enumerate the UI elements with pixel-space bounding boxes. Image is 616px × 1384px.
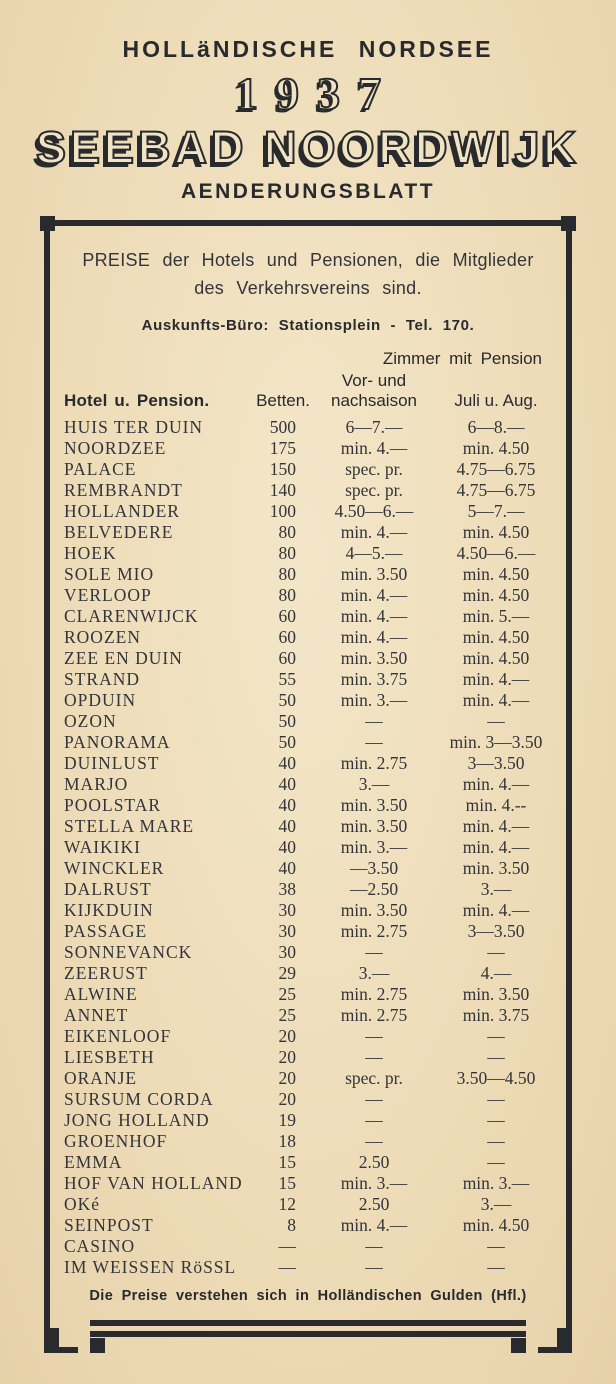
table-row bbox=[64, 1257, 556, 1278]
summer-price: — bbox=[487, 1110, 505, 1130]
beds-count: 38 bbox=[278, 879, 296, 899]
table-row bbox=[64, 1047, 556, 1068]
table-row bbox=[64, 480, 556, 501]
toe-ornament-right bbox=[538, 1347, 572, 1353]
summer-price: min. 4.50 bbox=[462, 564, 530, 584]
masthead bbox=[0, 36, 616, 204]
hotel-name: DALRUST bbox=[64, 879, 152, 899]
summer-price: min. 4.— bbox=[462, 837, 530, 857]
beds-count: 20 bbox=[278, 1047, 296, 1067]
hotel-name: LIESBETH bbox=[64, 1047, 155, 1067]
offseason-price: min. 2.75 bbox=[340, 1005, 408, 1025]
hotel-name: OZON bbox=[64, 711, 117, 731]
summer-price: min. 4.— bbox=[462, 669, 530, 689]
table-row bbox=[64, 438, 556, 459]
hotel-name: HOLLANDER bbox=[64, 501, 180, 521]
rule-bar-upper bbox=[90, 1320, 526, 1326]
hotel-name: SONNEVANCK bbox=[64, 942, 193, 962]
hotel-name: DUINLUST bbox=[64, 753, 160, 773]
hotel-name: PALACE bbox=[64, 459, 137, 479]
beds-count: 40 bbox=[278, 837, 296, 857]
hotel-name: ANNET bbox=[64, 1005, 129, 1025]
offseason-price: 4.50—6.— bbox=[334, 501, 414, 521]
hotel-name: BELVEDERE bbox=[64, 522, 174, 542]
hotel-name: EMMA bbox=[64, 1152, 123, 1172]
offseason-price: — bbox=[365, 1131, 383, 1151]
offseason-price: min. 3.50 bbox=[340, 648, 408, 668]
summer-price: 3—3.50 bbox=[467, 753, 525, 773]
year-heading: 1937 bbox=[235, 68, 399, 119]
beds-count: 40 bbox=[278, 816, 296, 836]
hotel-name: ZEERUST bbox=[64, 963, 148, 983]
offseason-price: 6—7.— bbox=[345, 417, 403, 437]
table-row bbox=[64, 1215, 556, 1236]
hotel-name: JONG HOLLAND bbox=[64, 1110, 210, 1130]
offseason-price: min. 3.50 bbox=[340, 816, 408, 836]
summer-price: min. 4.50 bbox=[462, 438, 530, 458]
offseason-price: min. 3.50 bbox=[340, 564, 408, 584]
offseason-price: 2.50 bbox=[358, 1152, 390, 1172]
hotel-name: SURSUM CORDA bbox=[64, 1089, 214, 1109]
offseason-price: min. 2.75 bbox=[340, 921, 408, 941]
table-row bbox=[64, 417, 556, 438]
corner-ornament-top-right bbox=[561, 216, 576, 231]
beds-count: 18 bbox=[278, 1131, 296, 1151]
offseason-price: — bbox=[365, 732, 383, 752]
hotel-name: OKé bbox=[64, 1194, 101, 1214]
beds-count: 140 bbox=[269, 480, 296, 500]
beds-count: 80 bbox=[278, 522, 296, 542]
hotel-name: MARJO bbox=[64, 774, 129, 794]
hotel-name: HUIS TER DUIN bbox=[64, 417, 204, 437]
summer-price: — bbox=[487, 1257, 505, 1277]
beds-count: 20 bbox=[278, 1068, 296, 1088]
summer-price: — bbox=[487, 1131, 505, 1151]
hotel-name: ALWINE bbox=[64, 984, 138, 1004]
table-row bbox=[64, 564, 556, 585]
region-heading: HOLLäNDISCHE NORDSEE bbox=[122, 36, 494, 62]
summer-price: min. 4.— bbox=[462, 690, 530, 710]
column-header-offseason bbox=[312, 371, 436, 411]
summer-price: 6—8.— bbox=[467, 417, 525, 437]
offseason-price: 3.— bbox=[358, 774, 390, 794]
table-row bbox=[64, 669, 556, 690]
beds-count: 20 bbox=[278, 1089, 296, 1109]
hotel-name: ROOZEN bbox=[64, 627, 141, 647]
offseason-price: 4—5.— bbox=[345, 543, 403, 563]
offseason-price: — bbox=[365, 1257, 383, 1277]
summer-price: 3—3.50 bbox=[467, 921, 525, 941]
beds-count: 29 bbox=[278, 963, 296, 983]
table-row bbox=[64, 1236, 556, 1257]
offseason-price: 3.— bbox=[358, 963, 390, 983]
table-row bbox=[64, 984, 556, 1005]
summer-price: — bbox=[487, 1089, 505, 1109]
beds-count: 60 bbox=[278, 648, 296, 668]
table-row bbox=[64, 900, 556, 921]
summer-price: — bbox=[487, 1152, 505, 1172]
table-row bbox=[64, 522, 556, 543]
table-row bbox=[64, 501, 556, 522]
toe-ornament-left bbox=[44, 1347, 78, 1353]
subtitle: AENDERUNGSBLATT bbox=[180, 180, 436, 203]
table-row bbox=[64, 1194, 556, 1215]
beds-count: 15 bbox=[278, 1152, 296, 1172]
beds-count: 40 bbox=[278, 774, 296, 794]
table-row bbox=[64, 711, 556, 732]
summer-price: min. 4.50 bbox=[462, 627, 530, 647]
hotel-name: HOF VAN HOLLAND bbox=[64, 1173, 243, 1193]
hotel-name: KIJKDUIN bbox=[64, 900, 154, 920]
hotel-name: WINCKLER bbox=[64, 858, 165, 878]
hotel-name: NOORDZEE bbox=[64, 438, 167, 458]
offseason-price: min. 4.— bbox=[340, 438, 408, 458]
beds-count: 30 bbox=[278, 921, 296, 941]
hotel-name: REMBRANDT bbox=[64, 480, 183, 500]
beds-count: 500 bbox=[269, 417, 296, 437]
table-row bbox=[64, 816, 556, 837]
summer-price: — bbox=[487, 711, 505, 731]
beds-count: 50 bbox=[278, 690, 296, 710]
column-header-beds: Betten. bbox=[256, 391, 310, 410]
hotel-name: CASINO bbox=[64, 1236, 136, 1256]
beds-count: 150 bbox=[269, 459, 296, 479]
summer-price: 3.50—4.50 bbox=[456, 1068, 536, 1088]
hotel-name: PASSAGE bbox=[64, 921, 148, 941]
table-row bbox=[64, 879, 556, 900]
beds-count: 25 bbox=[278, 1005, 296, 1025]
summer-price: min. 3.75 bbox=[462, 1005, 530, 1025]
beds-count: 15 bbox=[278, 1173, 296, 1193]
price-panel bbox=[44, 220, 572, 1353]
beds-count: 12 bbox=[278, 1194, 296, 1214]
offseason-price: — bbox=[365, 1026, 383, 1046]
beds-count: 60 bbox=[278, 627, 296, 647]
offseason-price: —3.50 bbox=[349, 858, 399, 878]
table-row bbox=[64, 1068, 556, 1089]
column-header-offseason-line2: nachsaison bbox=[330, 391, 417, 410]
beds-count: 50 bbox=[278, 711, 296, 731]
summer-price: — bbox=[487, 1047, 505, 1067]
offseason-price: — bbox=[365, 942, 383, 962]
hotel-name: VERLOOP bbox=[64, 585, 152, 605]
offseason-price: min. 2.75 bbox=[340, 984, 408, 1004]
summer-price: min. 4.50 bbox=[462, 585, 530, 605]
summer-price: min. 3.— bbox=[462, 1173, 530, 1193]
table-row bbox=[64, 543, 556, 564]
hotel-name: POOLSTAR bbox=[64, 795, 162, 815]
table-row bbox=[64, 648, 556, 669]
bottom-double-rule bbox=[90, 1320, 526, 1337]
summer-price: — bbox=[487, 942, 505, 962]
summer-price: min. 4.50 bbox=[462, 1215, 530, 1235]
table-row bbox=[64, 732, 556, 753]
hotel-name: HOEK bbox=[64, 543, 117, 563]
offseason-price: spec. pr. bbox=[345, 1068, 403, 1088]
table-row bbox=[64, 1152, 556, 1173]
summer-price: 4.75—6.75 bbox=[456, 480, 536, 500]
summer-price: min. 3—3.50 bbox=[449, 732, 543, 752]
table-row bbox=[64, 606, 556, 627]
summer-price: min. 5.— bbox=[462, 606, 530, 626]
hotel-name: ORANJE bbox=[64, 1068, 138, 1088]
offseason-price: —2.50 bbox=[349, 879, 399, 899]
table-row bbox=[64, 858, 556, 879]
summer-price: min. 3.50 bbox=[462, 984, 530, 1004]
beds-count: 25 bbox=[278, 984, 296, 1004]
summer-price: 4.50—6.— bbox=[456, 543, 536, 563]
offseason-price: — bbox=[365, 1047, 383, 1067]
table-row bbox=[64, 1110, 556, 1131]
offseason-price: 2.50 bbox=[358, 1194, 390, 1214]
table-row bbox=[64, 1089, 556, 1110]
pip-ornament-right bbox=[511, 1338, 526, 1353]
hotel-name: PANORAMA bbox=[64, 732, 171, 752]
rule-bar-lower bbox=[90, 1331, 526, 1337]
hotel-name: SOLE MIO bbox=[64, 564, 155, 584]
beds-count: 30 bbox=[278, 900, 296, 920]
beds-count: — bbox=[278, 1236, 296, 1256]
summer-price: min. 4.50 bbox=[462, 648, 530, 668]
beds-count: 19 bbox=[278, 1110, 296, 1130]
intro-line-2: des Verkehrsvereins sind. bbox=[194, 278, 422, 298]
intro-line-1: PREISE der Hotels und Pensionen, die Mitglieder bbox=[82, 250, 534, 270]
offseason-price: min. 4.— bbox=[340, 1215, 408, 1235]
beds-count: 80 bbox=[278, 543, 296, 563]
offseason-price: spec. pr. bbox=[345, 480, 403, 500]
beds-count: 100 bbox=[269, 501, 296, 521]
offseason-price: min. 3.— bbox=[340, 837, 408, 857]
table-row bbox=[64, 795, 556, 816]
hotel-name: OPDUIN bbox=[64, 690, 137, 710]
offseason-price: min. 3.50 bbox=[340, 795, 408, 815]
offseason-price: min. 3.— bbox=[340, 690, 408, 710]
summer-price: min. 4.-- bbox=[465, 795, 527, 815]
table-row bbox=[64, 1026, 556, 1047]
table-row bbox=[64, 459, 556, 480]
table-row bbox=[64, 585, 556, 606]
beds-count: 55 bbox=[278, 669, 296, 689]
table-row bbox=[64, 942, 556, 963]
offseason-price: — bbox=[365, 711, 383, 731]
offseason-price: min. 3.75 bbox=[340, 669, 408, 689]
table-row bbox=[64, 753, 556, 774]
information-office-line: Auskunfts-Büro: Stationsplein - Tel. 170. bbox=[141, 317, 475, 334]
hotel-name: WAIKIKI bbox=[64, 837, 141, 857]
currency-footnote: Die Preise verstehen sich in Holländischen Gulden (Hfl.) bbox=[89, 1288, 527, 1304]
offseason-price: min. 3.50 bbox=[340, 900, 408, 920]
hotel-name: STRAND bbox=[64, 669, 141, 689]
beds-count: 8 bbox=[287, 1215, 296, 1235]
beds-count: 20 bbox=[278, 1026, 296, 1046]
price-table-body bbox=[50, 412, 566, 1278]
offseason-price: min. 4.— bbox=[340, 585, 408, 605]
beds-count: 80 bbox=[278, 585, 296, 605]
offseason-price: min. 4.— bbox=[340, 522, 408, 542]
summer-price: min. 3.50 bbox=[462, 858, 530, 878]
table-header-row bbox=[50, 369, 566, 412]
beds-count: 40 bbox=[278, 753, 296, 773]
hotel-name: EIKENLOOF bbox=[64, 1026, 172, 1046]
beds-count: 50 bbox=[278, 732, 296, 752]
offseason-price: min. 2.75 bbox=[340, 753, 408, 773]
offseason-price: min. 4.— bbox=[340, 627, 408, 647]
offseason-price: spec. pr. bbox=[345, 459, 403, 479]
table-row bbox=[64, 921, 556, 942]
hotel-name: GROENHOF bbox=[64, 1131, 168, 1151]
beds-count: 40 bbox=[278, 858, 296, 878]
beds-count: 60 bbox=[278, 606, 296, 626]
summer-price: 3.— bbox=[480, 1194, 512, 1214]
offseason-price: min. 4.— bbox=[340, 606, 408, 626]
hotel-name: CLARENWIJCK bbox=[64, 606, 199, 626]
summer-price: 5—7.— bbox=[467, 501, 525, 521]
hotel-name: IM WEISSEN RöSSL bbox=[64, 1257, 237, 1277]
intro-paragraph bbox=[50, 246, 566, 302]
summer-price: min. 4.50 bbox=[462, 522, 530, 542]
column-header-hotel: Hotel u. Pension. bbox=[64, 391, 210, 410]
room-with-pension-note: Zimmer mit Pension bbox=[382, 349, 542, 368]
table-row bbox=[64, 690, 556, 711]
table-row bbox=[64, 1131, 556, 1152]
summer-price: min. 4.— bbox=[462, 900, 530, 920]
table-row bbox=[64, 1005, 556, 1026]
pip-ornament-left bbox=[90, 1338, 105, 1353]
beds-count: 40 bbox=[278, 795, 296, 815]
summer-price: 4.— bbox=[480, 963, 512, 983]
table-row bbox=[64, 963, 556, 984]
beds-count: 30 bbox=[278, 942, 296, 962]
hotel-name: ZEE EN DUIN bbox=[64, 648, 183, 668]
corner-ornament-top-left bbox=[40, 216, 55, 231]
summer-price: — bbox=[487, 1026, 505, 1046]
column-header-summer: Juli u. Aug. bbox=[454, 391, 538, 410]
beds-count: 175 bbox=[269, 438, 296, 458]
beds-count: 80 bbox=[278, 564, 296, 584]
summer-price: 4.75—6.75 bbox=[456, 459, 536, 479]
table-row bbox=[64, 774, 556, 795]
hotel-name: STELLA MARE bbox=[64, 816, 195, 836]
page-title: SEEBAD NOORDWIJK bbox=[35, 122, 581, 173]
offseason-price: — bbox=[365, 1110, 383, 1130]
summer-price: min. 4.— bbox=[462, 774, 530, 794]
summer-price: min. 4.— bbox=[462, 816, 530, 836]
table-row bbox=[64, 837, 556, 858]
column-header-offseason-line1: Vor- und bbox=[341, 371, 407, 390]
offseason-price: — bbox=[365, 1236, 383, 1256]
hotel-name: SEINPOST bbox=[64, 1215, 154, 1235]
offseason-price: min. 3.— bbox=[340, 1173, 408, 1193]
summer-price: — bbox=[487, 1236, 505, 1256]
table-row bbox=[64, 627, 556, 648]
table-row bbox=[64, 1173, 556, 1194]
offseason-price: — bbox=[365, 1089, 383, 1109]
beds-count: — bbox=[278, 1257, 296, 1277]
summer-price: 3.— bbox=[480, 879, 512, 899]
